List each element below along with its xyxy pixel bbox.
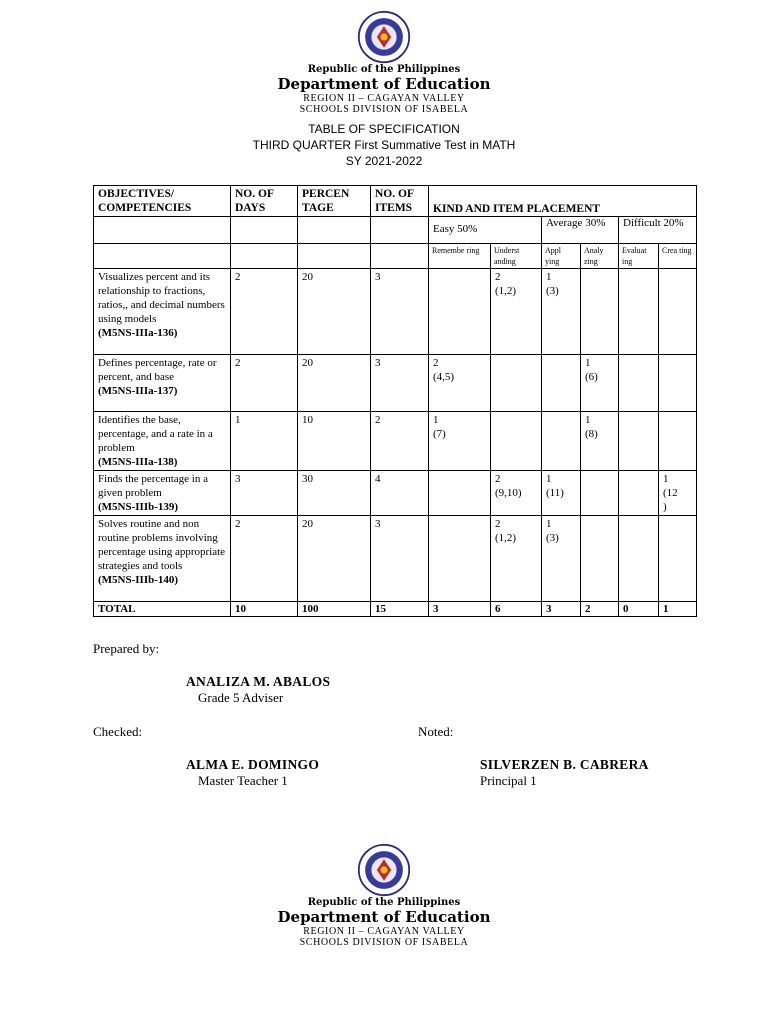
- objective-cell: [94, 516, 231, 602]
- applying-cell: 1 (3): [542, 516, 581, 602]
- percentage-cell: 20: [298, 355, 371, 412]
- specification-table: [93, 185, 697, 617]
- analyzing-cell: [581, 269, 619, 355]
- applying-cell: [542, 355, 581, 412]
- checked-signatory: [186, 757, 319, 789]
- table-row: [94, 269, 697, 355]
- remembering-cell: [429, 269, 491, 355]
- evaluating-cell: [619, 269, 659, 355]
- skill-applying: Appl ying: [542, 244, 581, 269]
- evaluating-cell: [619, 516, 659, 602]
- document-title: [0, 121, 768, 169]
- header-objectives: OBJECTIVES/ COMPETENCIES: [94, 186, 231, 217]
- skill-evaluating: Evaluat ing: [619, 244, 659, 269]
- header-row: [94, 186, 697, 217]
- table-row: [94, 516, 697, 602]
- total-percentage: 100: [298, 602, 371, 617]
- items-cell: 3: [371, 269, 429, 355]
- skill-remembering: Remembe ring: [429, 244, 491, 269]
- remembering-cell: [429, 516, 491, 602]
- level-row: [94, 217, 697, 244]
- noted-signatory: [480, 757, 649, 789]
- percentage-cell: 20: [298, 516, 371, 602]
- days-cell: 2: [231, 516, 298, 602]
- evaluating-cell: [619, 471, 659, 516]
- deped-seal-icon: [357, 843, 411, 897]
- region-line: REGION II – CAGAYAN VALLEY: [303, 926, 465, 937]
- total-items: 15: [371, 602, 429, 617]
- objective-text: Finds the percentage in a given problem: [98, 473, 208, 499]
- total-applying: 3: [542, 602, 581, 617]
- noted-name: SILVERZEN B. CABRERA: [480, 757, 649, 772]
- total-creating: 1: [659, 602, 697, 617]
- analyzing-cell: 1 (6): [581, 355, 619, 412]
- competency-code: (M5NS-IIIb-140): [98, 574, 179, 586]
- objective-text: Solves routine and non routine problems involving percentage using appropriate strategies and tools: [98, 518, 226, 572]
- objective-text: Identifies the base, percentage, and a rate in a problem: [98, 414, 213, 454]
- items-cell: 4: [371, 471, 429, 516]
- applying-cell: 1 (3): [542, 269, 581, 355]
- prepared-role: Grade 5 Adviser: [198, 690, 284, 705]
- total-row: [94, 602, 697, 617]
- objective-cell: [94, 412, 231, 471]
- days-cell: 1: [231, 412, 298, 471]
- skill-understanding: Underst anding: [491, 244, 542, 269]
- total-evaluating: 0: [619, 602, 659, 617]
- objective-text: Defines percentage, rate or percent, and base: [98, 357, 217, 383]
- days-cell: 3: [231, 471, 298, 516]
- republic-line: Republic of the Philippines: [307, 897, 461, 908]
- understanding-cell: 2 (9,10): [491, 471, 542, 516]
- creating-cell: [659, 516, 697, 602]
- prepared-name: ANALIZA M. ABALOS: [186, 674, 331, 689]
- percentage-cell: 20: [298, 269, 371, 355]
- items-cell: 3: [371, 516, 429, 602]
- competency-code: (M5NS-IIIa-137): [98, 385, 178, 397]
- title-line-3: SY 2021-2022: [345, 154, 423, 168]
- deped-seal-icon: [357, 10, 411, 64]
- level-easy: Easy 50%: [429, 217, 542, 244]
- understanding-cell: [491, 412, 542, 471]
- table-row: [94, 412, 697, 471]
- days-cell: 2: [231, 269, 298, 355]
- analyzing-cell: [581, 516, 619, 602]
- creating-cell: [659, 355, 697, 412]
- objective-cell: [94, 269, 231, 355]
- remembering-cell: 2 (4,5): [429, 355, 491, 412]
- level-average: Average 30%: [542, 217, 619, 244]
- header-percentage: PERCEN TAGE: [298, 186, 371, 217]
- evaluating-cell: [619, 355, 659, 412]
- objective-text: Visualizes percent and its relationship to fractions, ratios,, and decimal numbers using models: [98, 271, 225, 325]
- checked-name: ALMA E. DOMINGO: [186, 757, 320, 772]
- total-remembering: 3: [429, 602, 491, 617]
- letterhead-top: [0, 10, 768, 115]
- objective-cell: [94, 355, 231, 412]
- analyzing-cell: 1 (8): [581, 412, 619, 471]
- total-understanding: 6: [491, 602, 542, 617]
- creating-cell: 1 (12 ): [659, 471, 697, 516]
- header-kind: KIND AND ITEM PLACEMENT: [429, 186, 697, 217]
- competency-code: (M5NS-IIIb-139): [98, 501, 179, 513]
- checked-role: Master Teacher 1: [198, 773, 288, 788]
- items-cell: 2: [371, 412, 429, 471]
- region-line: REGION II – CAGAYAN VALLEY: [303, 93, 465, 104]
- evaluating-cell: [619, 412, 659, 471]
- title-line-2: THIRD QUARTER First Summative Test in MATH: [252, 138, 516, 152]
- applying-cell: [542, 412, 581, 471]
- noted-label: Noted:: [418, 724, 454, 739]
- letterhead-bottom: [0, 843, 768, 948]
- creating-cell: [659, 269, 697, 355]
- analyzing-cell: [581, 471, 619, 516]
- remembering-cell: [429, 471, 491, 516]
- table-row: [94, 355, 697, 412]
- understanding-cell: 2 (1,2): [491, 516, 542, 602]
- republic-line: Republic of the Philippines: [307, 64, 461, 75]
- division-line: SCHOOLS DIVISION OF ISABELA: [299, 937, 469, 948]
- remembering-cell: 1 (7): [429, 412, 491, 471]
- percentage-cell: 10: [298, 412, 371, 471]
- level-difficult: Difficult 20%: [619, 217, 697, 244]
- department-name: Department of Education: [277, 75, 491, 93]
- applying-cell: 1 (11): [542, 471, 581, 516]
- days-cell: 2: [231, 355, 298, 412]
- header-items: NO. OF ITEMS: [371, 186, 429, 217]
- percentage-cell: 30: [298, 471, 371, 516]
- understanding-cell: 2 (1,2): [491, 269, 542, 355]
- competency-code: (M5NS-IIIa-138): [98, 456, 178, 468]
- competency-code: (M5NS-IIIa-136): [98, 327, 178, 339]
- prepared-label: Prepared by:: [93, 641, 160, 656]
- header-days: NO. OF DAYS: [231, 186, 298, 217]
- total-label: TOTAL: [94, 602, 231, 617]
- title-line-1: TABLE OF SPECIFICATION: [308, 122, 460, 136]
- skill-analyzing: Analy zing: [581, 244, 619, 269]
- understanding-cell: [491, 355, 542, 412]
- skills-row: [94, 244, 697, 269]
- total-days: 10: [231, 602, 298, 617]
- table-row: [94, 471, 697, 516]
- division-line: SCHOOLS DIVISION OF ISABELA: [299, 104, 469, 115]
- total-analyzing: 2: [581, 602, 619, 617]
- skill-creating: Crea ting: [659, 244, 697, 269]
- items-cell: 3: [371, 355, 429, 412]
- prepared-signatory: [186, 674, 330, 706]
- checked-label: Checked:: [93, 724, 143, 739]
- objective-cell: [94, 471, 231, 516]
- creating-cell: [659, 412, 697, 471]
- department-name: Department of Education: [277, 908, 491, 926]
- noted-role: Principal 1: [480, 773, 537, 788]
